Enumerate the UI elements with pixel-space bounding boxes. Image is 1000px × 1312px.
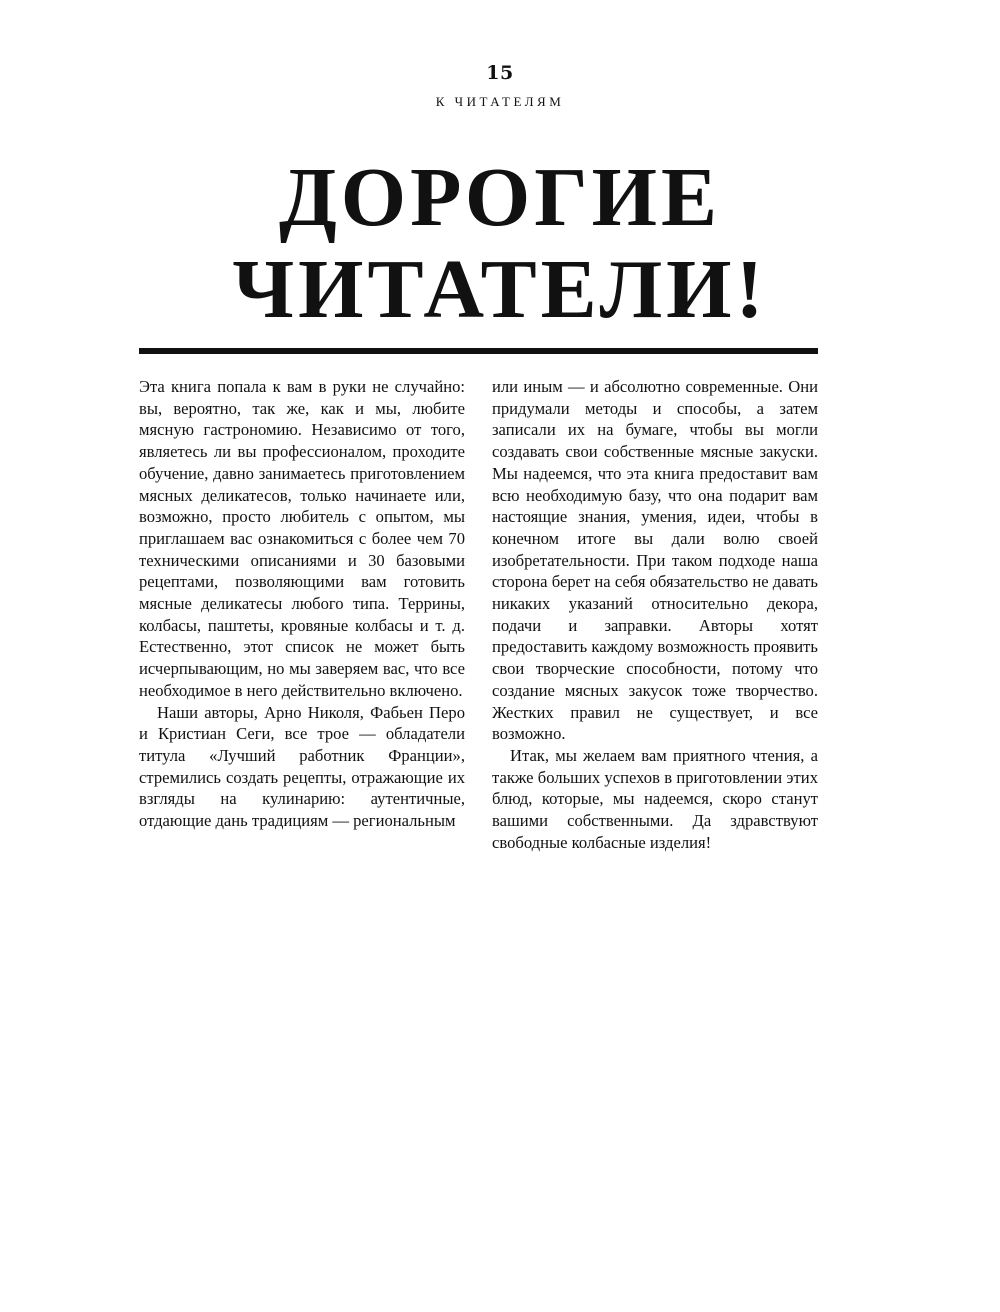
- paragraph: Наши авторы, Арно Николя, Фабьен Перо и Кристиан Сеги, все трое — обладатели титула «Лучший работник Франции», стремились создать рецепты, отражающие их взгляды на кулинарию: аутентичные, отдающие дань традициям — региональным: [139, 702, 465, 831]
- text-column-right: [492, 376, 818, 853]
- page-headline: [0, 152, 1000, 336]
- page-number: 15: [486, 62, 514, 84]
- divider-rule: [139, 348, 818, 354]
- headline-line-1: ДОРОГИЕ: [278, 151, 722, 244]
- text-column-left: [139, 376, 465, 832]
- paragraph: Эта книга попала к вам в руки не случайно: вы, вероятно, так же, как и мы, любите мясную гастрономию. Независимо от того, являетесь ли вы профессионалом, проходите обучение, давно занимаетесь приготовлением мясных деликатесов, только начинаете или, возможно, просто любитель с опытом, мы приглашаем вас ознакомиться с более чем 70 техническими описаниями и 30 базовыми рецептами, позволяющими вам готовить мясные деликатесы любого типа. Террины, колбасы, паштеты, кровяные колбасы и т. д. Естественно, этот список не может быть исчерпывающим, но мы заверяем вас, что все необходимое в него действительно включено.: [139, 377, 465, 700]
- section-title: К ЧИТАТЕЛЯМ: [435, 94, 565, 109]
- paragraph: или иным — и абсолютно современные. Они придумали методы и способы, а затем записали их на бумаге, чтобы вы могли создавать свои собственные мясные закуски. Мы надеемся, что эта книга предоставит вам всю необходимую базу, что она подарит вам настоящие знания, умения, идеи, чтобы в конечном итоге вы дали волю своей изобретательности. При таком подходе наша сторона берет на себя обязательство не давать никаких указаний относительно декора, подачи и заправки. Авторы хотят предоставить каждому возможность проявить свои творческие способности, потому что создание мясных закусок тоже творчество. Жестких правил не существует, и все возможно.: [492, 377, 818, 744]
- paragraph: Итак, мы желаем вам приятного чтения, а также больших успехов в приготовлении этих блюд, которые, мы надеемся, скоро станут вашими собственными. Да здравствуют свободные колбасные изделия!: [492, 745, 818, 852]
- headline-line-2: ЧИТАТЕЛИ!: [232, 243, 768, 336]
